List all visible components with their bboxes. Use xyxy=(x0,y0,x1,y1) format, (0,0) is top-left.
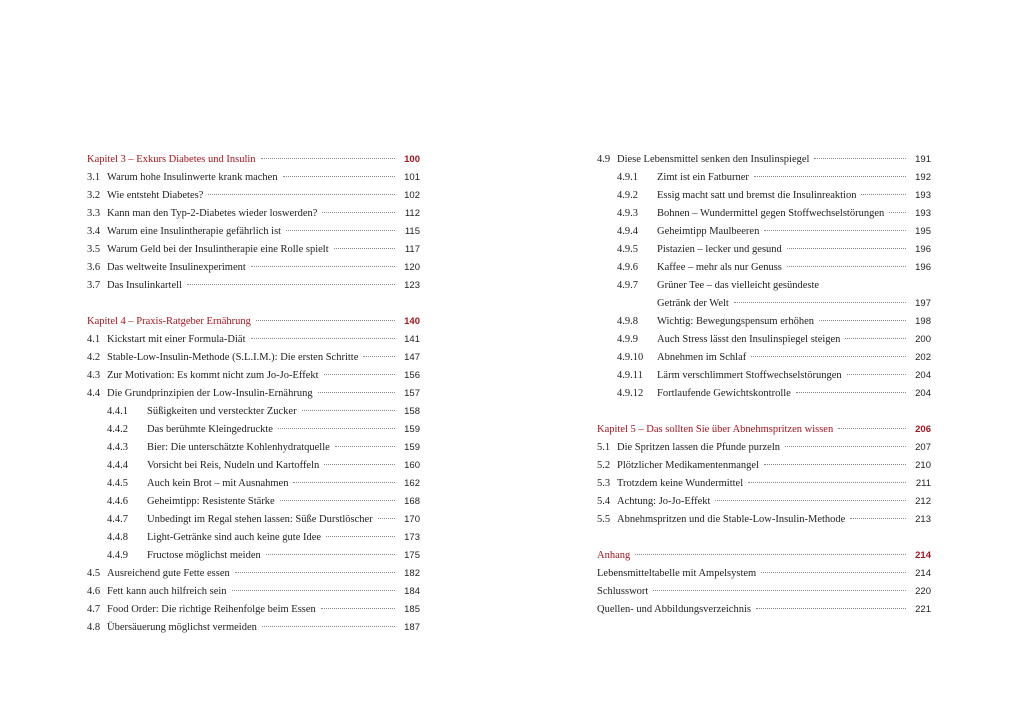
toc-entry-number: 3.7 xyxy=(87,280,101,291)
toc-entry-title: Fortlaufende Gewichtskontrolle xyxy=(657,388,791,399)
toc-subsection-entry xyxy=(597,367,931,385)
page-number: 112 xyxy=(404,208,420,219)
dot-leader xyxy=(262,626,395,627)
toc-entry-title: Getränk der Welt xyxy=(657,298,729,309)
toc-entry-number: 4.4 xyxy=(87,388,101,399)
dot-leader xyxy=(235,572,395,573)
page-number: 195 xyxy=(915,226,931,237)
page-number: 147 xyxy=(404,352,420,363)
toc-entry-title: Süßigkeiten und versteckter Zucker xyxy=(147,406,297,417)
toc-entry-number: 5.2 xyxy=(597,460,611,471)
toc-subsection-entry xyxy=(597,187,931,205)
toc-subsection-entry xyxy=(597,295,931,313)
dot-leader xyxy=(251,266,395,267)
dot-leader xyxy=(850,518,906,519)
dot-leader xyxy=(751,356,906,357)
page-number: 212 xyxy=(915,496,931,507)
toc-chapter-heading xyxy=(597,547,931,565)
toc-entry-number: 3.5 xyxy=(87,244,101,255)
dot-leader xyxy=(256,320,395,321)
toc-entry-title: Diese Lebensmittel senken den Insulinspiegel xyxy=(617,154,810,165)
page-number: 100 xyxy=(404,154,420,165)
toc-subsection-entry xyxy=(597,385,931,403)
toc-entry-number: 4.4.8 xyxy=(107,532,128,543)
toc-chapter-heading xyxy=(87,313,420,331)
toc-entry xyxy=(87,241,420,259)
toc-entry-title: Warum Geld bei der Insulintherapie eine Rolle spielt xyxy=(107,244,329,255)
chapter-title: Kapitel 5 – Das sollten Sie über Abnehmspritzen wissen xyxy=(597,424,834,435)
toc-subsection-entry xyxy=(87,511,420,529)
toc-entry-number: 3.4 xyxy=(87,226,101,237)
toc-subsection-entry xyxy=(597,259,931,277)
toc-entry-title: Auch kein Brot – mit Ausnahmen xyxy=(147,478,289,489)
toc-entry xyxy=(87,169,420,187)
page-number: 220 xyxy=(915,586,931,597)
toc-entry-number: 4.4.3 xyxy=(107,442,128,453)
toc-entry-number: 4.9.11 xyxy=(617,370,643,381)
toc-entry-title: Warum hohe Insulinwerte krank machen xyxy=(107,172,278,183)
page-number: 207 xyxy=(915,442,931,453)
toc-entry-title: Zur Motivation: Es kommt nicht zum Jo-Jo-Effekt xyxy=(107,370,319,381)
dot-leader xyxy=(283,176,395,177)
page-number: 204 xyxy=(915,370,931,381)
page-number: 193 xyxy=(915,190,931,201)
dot-leader xyxy=(324,374,395,375)
toc-entry xyxy=(87,385,420,403)
toc-entry-title: Trotzdem keine Wundermittel xyxy=(617,478,744,489)
page-number: 214 xyxy=(915,568,931,579)
toc-subsection-entry xyxy=(87,457,420,475)
dot-leader xyxy=(764,230,906,231)
page-number: 196 xyxy=(915,244,931,255)
page-number: 159 xyxy=(404,424,420,435)
toc-entry-title: Auch Stress lässt den Insulinspiegel steigen xyxy=(657,334,841,345)
toc-entry xyxy=(87,259,420,277)
toc-entry xyxy=(87,187,420,205)
toc-subsection-entry xyxy=(87,421,420,439)
toc-entry-title: Bohnen – Wundermittel gegen Stoffwechselstörungen xyxy=(657,208,885,219)
toc-entry-title: Warum eine Insulintherapie gefährlich ist xyxy=(107,226,282,237)
page-number: 157 xyxy=(404,388,420,399)
toc-entry-title: Das berühmte Kleingedruckte xyxy=(147,424,273,435)
toc-subsection-entry xyxy=(87,547,420,565)
page-number: 156 xyxy=(404,370,420,381)
toc-entry-number: 4.4.1 xyxy=(107,406,128,417)
toc-entry-number: 4.6 xyxy=(87,586,101,597)
toc-entry-title: Wie entsteht Diabetes? xyxy=(107,190,204,201)
dot-leader xyxy=(715,500,906,501)
toc-entry xyxy=(597,511,931,529)
page-number: 184 xyxy=(404,586,420,597)
page-number: 115 xyxy=(404,226,420,237)
toc-entry-title: Fructose möglichst meiden xyxy=(147,550,261,561)
toc-entry xyxy=(87,349,420,367)
page-number: 197 xyxy=(915,298,931,309)
toc-entry xyxy=(87,205,420,223)
toc-entry xyxy=(597,475,931,493)
toc-subsection-entry xyxy=(597,277,931,295)
toc-entry xyxy=(597,457,931,475)
toc-subsection-entry xyxy=(87,439,420,457)
dot-leader xyxy=(335,446,395,447)
toc-entry-title: Abnehmen im Schlaf xyxy=(657,352,747,363)
toc-subsection-entry xyxy=(597,331,931,349)
dot-leader xyxy=(278,428,395,429)
toc-entry-number: 4.4.7 xyxy=(107,514,128,525)
page-number: 187 xyxy=(404,622,420,633)
toc-entry xyxy=(87,331,420,349)
toc-entry-title: Das Insulinkartell xyxy=(107,280,182,291)
toc-subsection-entry xyxy=(87,493,420,511)
dot-leader xyxy=(861,194,906,195)
toc-entry-title: Zimt ist ein Fatburner xyxy=(657,172,749,183)
toc-entry-title: Kann man den Typ-2-Diabetes wieder loswerden? xyxy=(107,208,318,219)
page-number: 191 xyxy=(915,154,931,165)
toc-subsection-entry xyxy=(597,349,931,367)
dot-leader xyxy=(324,464,395,465)
toc-entry-title: Unbedingt im Regal stehen lassen: Süße Durstlöscher xyxy=(147,514,373,525)
toc-entry xyxy=(87,367,420,385)
toc-entry-number: 5.3 xyxy=(597,478,611,489)
toc-entry-number: 4.8 xyxy=(87,622,101,633)
toc-entry-title: Ausreichend gute Fette essen xyxy=(107,568,230,579)
toc-entry-number: 4.9.4 xyxy=(617,226,638,237)
dot-leader xyxy=(286,230,395,231)
dot-leader xyxy=(814,158,906,159)
toc-entry-number: 4.9.8 xyxy=(617,316,638,327)
page-number: 120 xyxy=(404,262,420,273)
toc-entry xyxy=(87,619,420,637)
toc-entry-number: 3.2 xyxy=(87,190,101,201)
toc-entry-number: 4.9.6 xyxy=(617,262,638,273)
dot-leader xyxy=(796,392,906,393)
toc-entry-number: 4.9.2 xyxy=(617,190,638,201)
dot-leader xyxy=(748,482,906,483)
toc-entry-number: 4.1 xyxy=(87,334,101,345)
toc-entry-title: Abnehmspritzen und die Stable-Low-Insulin-Methode xyxy=(617,514,846,525)
page-number: 160 xyxy=(404,460,420,471)
page-number: 193 xyxy=(915,208,931,219)
section-gap xyxy=(597,529,931,547)
toc-subsection-entry xyxy=(597,313,931,331)
page-number: 200 xyxy=(915,334,931,345)
toc-entry-number: 4.4.5 xyxy=(107,478,128,489)
toc-entry-number: 4.9.12 xyxy=(617,388,644,399)
toc-entry xyxy=(597,601,931,619)
toc-subsection-entry xyxy=(597,169,931,187)
page-number: 170 xyxy=(404,514,420,525)
dot-leader xyxy=(322,212,395,213)
toc-entry-number: 3.1 xyxy=(87,172,101,183)
toc-entry-number: 4.9.7 xyxy=(617,280,638,291)
dot-leader xyxy=(845,338,906,339)
toc-entry-title: Lebensmitteltabelle mit Ampelsystem xyxy=(597,568,757,579)
toc-entry-title: Die Spritzen lassen die Pfunde purzeln xyxy=(617,442,780,453)
dot-leader xyxy=(761,572,906,573)
dot-leader xyxy=(280,500,395,501)
toc-entry xyxy=(87,565,420,583)
page-number: 196 xyxy=(915,262,931,273)
toc-entry xyxy=(87,277,420,295)
toc-entry-number: 4.4.9 xyxy=(107,550,128,561)
dot-leader xyxy=(261,158,395,159)
dot-leader xyxy=(302,410,395,411)
toc-entry-number: 5.5 xyxy=(597,514,611,525)
chapter-title: Kapitel 4 – Praxis-Ratgeber Ernährung xyxy=(87,316,251,327)
toc-subsection-entry xyxy=(597,205,931,223)
toc-entry-number: 4.9.9 xyxy=(617,334,638,345)
toc-entry-title: Bier: Die unterschätzte Kohlenhydratquelle xyxy=(147,442,330,453)
dot-leader xyxy=(847,374,906,375)
dot-leader xyxy=(787,248,906,249)
page-number: 175 xyxy=(404,550,420,561)
page-number: 206 xyxy=(915,424,931,435)
toc-entry-title: Lärm verschlimmert Stoffwechselstörungen xyxy=(657,370,842,381)
section-gap xyxy=(87,295,420,313)
toc-entry-title: Light-Getränke sind auch keine gute Idee xyxy=(147,532,322,543)
dot-leader xyxy=(293,482,395,483)
page-number: 168 xyxy=(404,496,420,507)
toc-left-column xyxy=(87,151,420,637)
dot-leader xyxy=(321,608,395,609)
dot-leader xyxy=(334,248,395,249)
toc-entry xyxy=(597,151,931,169)
page-number: 141 xyxy=(404,334,420,345)
toc-entry-number: 4.7 xyxy=(87,604,101,615)
dot-leader xyxy=(208,194,395,195)
toc-entry-number: 4.3 xyxy=(87,370,101,381)
toc-entry-title: Quellen- und Abbildungsverzeichnis xyxy=(597,604,751,615)
page-number: 159 xyxy=(404,442,420,453)
toc-entry-title: Die Grundprinzipien der Low-Insulin-Ernährung xyxy=(107,388,313,399)
page-number: 192 xyxy=(915,172,931,183)
toc-entry-number: 5.4 xyxy=(597,496,611,507)
dot-leader xyxy=(734,302,906,303)
page-number: 185 xyxy=(404,604,420,615)
toc-right-column xyxy=(597,151,931,619)
page-number: 123 xyxy=(404,280,420,291)
dot-leader xyxy=(819,320,906,321)
section-gap xyxy=(597,403,931,421)
page-number: 211 xyxy=(915,478,931,489)
dot-leader xyxy=(378,518,395,519)
page-number: 173 xyxy=(404,532,420,543)
page-number: 213 xyxy=(915,514,931,525)
toc-entry-number: 4.4.2 xyxy=(107,424,128,435)
toc-entry-number: 4.4.6 xyxy=(107,496,128,507)
toc-entry-title: Geheimtipp Maulbeeren xyxy=(657,226,760,237)
toc-entry xyxy=(87,601,420,619)
page-number: 198 xyxy=(915,316,931,327)
toc-subsection-entry xyxy=(597,223,931,241)
dot-leader xyxy=(764,464,906,465)
toc-entry-title: Stable-Low-Insulin-Methode (S.L.I.M.): Die ersten Schritte xyxy=(107,352,359,363)
toc-entry-number: 3.6 xyxy=(87,262,101,273)
page-number: 162 xyxy=(404,478,420,489)
dot-leader xyxy=(838,428,906,429)
page-number: 101 xyxy=(404,172,420,183)
dot-leader xyxy=(787,266,906,267)
toc-entry xyxy=(597,493,931,511)
toc-entry-title: Achtung: Jo-Jo-Effekt xyxy=(617,496,711,507)
dot-leader xyxy=(318,392,395,393)
toc-subsection-entry xyxy=(87,475,420,493)
page-number: 117 xyxy=(404,244,420,255)
toc-entry-number: 4.4.4 xyxy=(107,460,128,471)
toc-entry-title: Grüner Tee – das vielleicht gesündeste xyxy=(657,280,820,291)
toc-entry-number: 4.9.1 xyxy=(617,172,638,183)
toc-entry-title: Pistazien – lecker und gesund xyxy=(657,244,782,255)
toc-entry-number: 5.1 xyxy=(597,442,611,453)
toc-entry-title: Das weltweite Insulinexperiment xyxy=(107,262,246,273)
toc-entry-title: Schlusswort xyxy=(597,586,649,597)
dot-leader xyxy=(326,536,395,537)
toc-entry-number: 4.9.10 xyxy=(617,352,644,363)
toc-entry-title: Plötzlicher Medikamentenmangel xyxy=(617,460,759,471)
dot-leader xyxy=(363,356,395,357)
toc-entry-number: 4.9.3 xyxy=(617,208,638,219)
page-number: 214 xyxy=(915,550,931,561)
page-number: 102 xyxy=(404,190,420,201)
toc-entry-number: 4.9 xyxy=(597,154,611,165)
page-number: 182 xyxy=(404,568,420,579)
page-number: 202 xyxy=(915,352,931,363)
dot-leader xyxy=(251,338,395,339)
dot-leader xyxy=(187,284,395,285)
toc-entry xyxy=(87,223,420,241)
dot-leader xyxy=(754,176,906,177)
toc-chapter-heading xyxy=(87,151,420,169)
toc-subsection-entry xyxy=(597,241,931,259)
toc-subsection-entry xyxy=(87,529,420,547)
page-number: 140 xyxy=(404,316,420,327)
page-number: 210 xyxy=(915,460,931,471)
toc-entry-title: Geheimtipp: Resistente Stärke xyxy=(147,496,275,507)
toc-entry-number: 4.9.5 xyxy=(617,244,638,255)
toc-entry xyxy=(87,583,420,601)
toc-entry-title: Kaffee – mehr als nur Genuss xyxy=(657,262,782,273)
page-number: 221 xyxy=(915,604,931,615)
toc-entry-title: Wichtig: Bewegungspensum erhöhen xyxy=(657,316,815,327)
toc-entry-title: Übersäuerung möglichst vermeiden xyxy=(107,622,257,633)
chapter-title: Anhang xyxy=(597,550,631,561)
dot-leader xyxy=(756,608,906,609)
toc-subsection-entry xyxy=(87,403,420,421)
toc-entry-title: Fett kann auch hilfreich sein xyxy=(107,586,227,597)
toc-entry xyxy=(597,583,931,601)
dot-leader xyxy=(653,590,906,591)
dot-leader xyxy=(232,590,395,591)
dot-leader xyxy=(889,212,906,213)
chapter-title: Kapitel 3 – Exkurs Diabetes und Insulin xyxy=(87,154,256,165)
toc-entry-title: Food Order: Die richtige Reihenfolge beim Essen xyxy=(107,604,316,615)
toc-entry-title: Vorsicht bei Reis, Nudeln und Kartoffeln xyxy=(147,460,320,471)
dot-leader xyxy=(266,554,395,555)
page-number: 204 xyxy=(915,388,931,399)
dot-leader xyxy=(785,446,906,447)
toc-entry-number: 4.2 xyxy=(87,352,101,363)
dot-leader xyxy=(635,554,906,555)
toc-entry-title: Essig macht satt und bremst die Insulinreaktion xyxy=(657,190,857,201)
toc-entry-title: Kickstart mit einer Formula-Diät xyxy=(107,334,246,345)
toc-entry-number: 3.3 xyxy=(87,208,101,219)
page-number: 158 xyxy=(404,406,420,417)
toc-entry xyxy=(597,565,931,583)
toc-entry-number: 4.5 xyxy=(87,568,101,579)
toc-chapter-heading xyxy=(597,421,931,439)
toc-entry xyxy=(597,439,931,457)
